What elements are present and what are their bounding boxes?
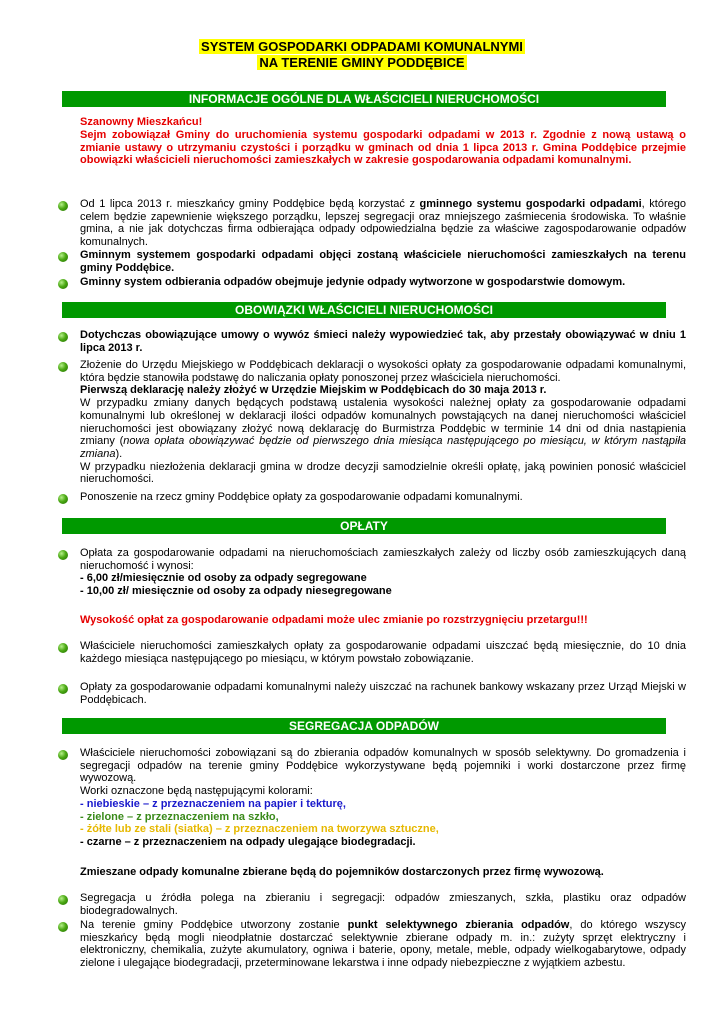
info-bullet-2: Gminnym systemem gospodarki odpadami objęci zostaną właściciele nieruchomości zamieszkałych na terenu gminy Poddębice. (80, 249, 686, 274)
info-bullet-3: Gminny system odbierania odpadów obejmuje jedynie odpady wytworzone w gospodarstwie domowym. (80, 276, 626, 288)
section-heading-general-info: INFORMACJE OGÓLNE DLA WŁAŚCICIELI NIERUCHOMOŚCI (62, 91, 666, 107)
segregation-bullet-3: Na terenie gminy Poddębice utworzony zostanie punkt selektywnego zbierania odpadów, do którego wszyscy mieszkańcy będą mogli nieodpłatnie dostarczać selektywnie zbierane odpady m. in.: zużyty sprzęt elektryczny i elektroniczny, chemikalia, zużyte akumulatory, ogniwa i baterie, opony, metale, meble, odpady wielkogabarytowe, odpady zielone i ulegające biodegradacji, przeterminowane lekarstwa i inne odpady niebezpieczne z wyjątkiem azbestu. (80, 919, 687, 970)
segregation-bullet-1: Właściciele nieruchomości zobowiązani są do zbierania odpadów komunalnych w sposób selektywny. Do gromadzenia i segregacji odpadów na terenie gminy Poddębice wykorzystywane będą pojemniki i worki dostarczone przez firmę wywozową. Worki oznaczone będą następującymi kolorami: - niebieskie – z przeznaczeniem na papier i tekturę, - zielone – z przeznaczeniem na szkło, - żółte lub ze stali (siatka) – z przeznaczeniem na tworzywa sztuczne, - czarne – z przeznaczeniem na odpady ulegające biodegradacji. (80, 747, 686, 848)
obligation-bullet-1: Dotychczas obowiązujące umowy o wywóz śmieci należy wypowiedzieć tak, aby przestały obowiązywać w dniu 1 lipca 2013 r. (80, 329, 686, 354)
bag-blue: - niebieskie – z przeznaczeniem na papier i tekturę, (80, 797, 346, 810)
page-title-line2: NA TERENIE GMINY PODDĘBICE (259, 55, 465, 70)
fees-warning: Wysokość opłat za gospodarowanie odpadami może ulec zmianie po rozstrzygnięciu przetargu!!! (80, 614, 588, 626)
segregation-bullet-2: Segregacja u źródła polega na zbieraniu i segregacji: odpadów zmieszanych, szkła, plastiku oraz odpadów biodegradowalnych. (80, 892, 686, 917)
section-heading-fees: OPŁATY (62, 518, 666, 534)
bullet-icon (58, 684, 68, 694)
fees-bullet-3: Opłaty za gospodarowanie odpadami komunalnymi należy uiszczać na rachunek bankowy wskazany przez Urząd Miejski w Poddębicach. (80, 681, 686, 706)
bullet-icon (58, 494, 68, 504)
section-heading-obligations: OBOWIĄZKI WŁAŚCICIELI NIERUCHOMOŚCI (62, 302, 666, 318)
info-bullet-1: Od 1 lipca 2013 r. mieszkańcy gminy Poddębice będą korzystać z gminnego systemu gospodarki odpadami, którego celem będzie zapewnienie większego porządku, lepszej segregacji oraz mniejszego zaśmiecenia środowiska. To właśnie gmina, a nie jak dotychczas firma odbierająca odpady odpowiedzialna będzie za właściwe zagospodarowanie odpadów komunalnych. (80, 198, 686, 249)
greeting: Szanowny Mieszkańcu! (80, 116, 203, 128)
section-heading-segregation: SEGREGACJA ODPADÓW (62, 718, 666, 734)
bullet-icon (58, 362, 68, 372)
fees-bullet-1: Opłata za gospodarowanie odpadami na nieruchomościach zamieszkałych zależy od liczby osób zamieszkujących daną nieruchomość i wynosi: - 6,00 zł/miesięcznie od osoby za odpady segregowane - 10,00 zł/ miesięcznie od osoby za odpady niesegregowane (80, 547, 686, 598)
bullet-icon (58, 252, 68, 262)
obligation-bullet-3: Ponoszenie na rzecz gminy Poddębice opłaty za gospodarowanie odpadami komunalnymi. (80, 491, 523, 503)
page-title-line1: SYSTEM GOSPODARKI ODPADAMI KOMUNALNYMI (201, 39, 523, 54)
bullet-icon (58, 279, 68, 289)
bag-yellow: - żółte lub ze stali (siatka) – z przeznaczeniem na tworzywa sztuczne, (80, 823, 439, 836)
fees-bullet-2: Właściciele nieruchomości zamieszkałych opłaty za gospodarowanie odpadami uiszczać będą miesięcznie, do 10 dnia każdego miesiąca następującego po miesiącu, w którym powstało zobowiązanie. (80, 640, 686, 665)
bullet-icon (58, 332, 68, 342)
bullet-icon (58, 201, 68, 211)
mixed-waste-note: Zmieszane odpady komunalne zbierane będą do pojemników dostarczonych przez firmę wywozową. (80, 866, 604, 878)
bullet-icon (58, 750, 68, 760)
bullet-icon (58, 895, 68, 905)
obligation-bullet-2: Złożenie do Urzędu Miejskiego w Poddębicach deklaracji o wysokości opłaty za gospodarowanie odpadami komunalnymi, która będzie stanowiła podstawę do naliczania opłaty ponoszonej przez właściciela nieruchomości. Pierwszą deklarację należy złożyć w Urzędzie Miejskim w Poddębicach do 30 maja 2013 r. W przypadku zmiany danych będących podstawą ustalenia wysokości należnej opłaty za gospodarowanie odpadami komunalnymi lub określonej w deklaracji ilości odpadów komunalnych powstających na danej nieruchomości właściciel nieruchomości jest obowiązany złożyć nową deklarację do Burmistrza Poddębic w terminie 14 dni od dnia nastąpienia zmiany (nowa opłata obowiązywać będzie od pierwszego dnia miesiąca następującego po miesiącu, w którym nastąpiła zmiana). W przypadku niezłożenia deklaracji gmina w drodze decyzji samodzielnie określi opłatę, jaką powinien ponosić właściciel nieruchomości. (80, 359, 687, 486)
bag-green: - zielone – z przeznaczeniem na szkło, (80, 810, 279, 823)
bullet-icon (58, 550, 68, 560)
bullet-icon (58, 643, 68, 653)
bullet-icon (58, 922, 68, 932)
bag-black: - czarne – z przeznaczeniem na odpady ulegające biodegradacji. (80, 835, 416, 848)
intro-paragraph: Sejm zobowiązał Gminy do uruchomienia systemu gospodarki odpadami w 2013 r. Zgodnie z nową ustawą o zmianie ustawy o utrzymaniu czystości i porządku w gminach od dnia 1 lipca 2013 r. Gmina Poddębice przejmie obowiązki właścicieli nieruchomości zamieszkałych w zakresie gospodarowania odpadami komunalnymi. (80, 129, 686, 167)
